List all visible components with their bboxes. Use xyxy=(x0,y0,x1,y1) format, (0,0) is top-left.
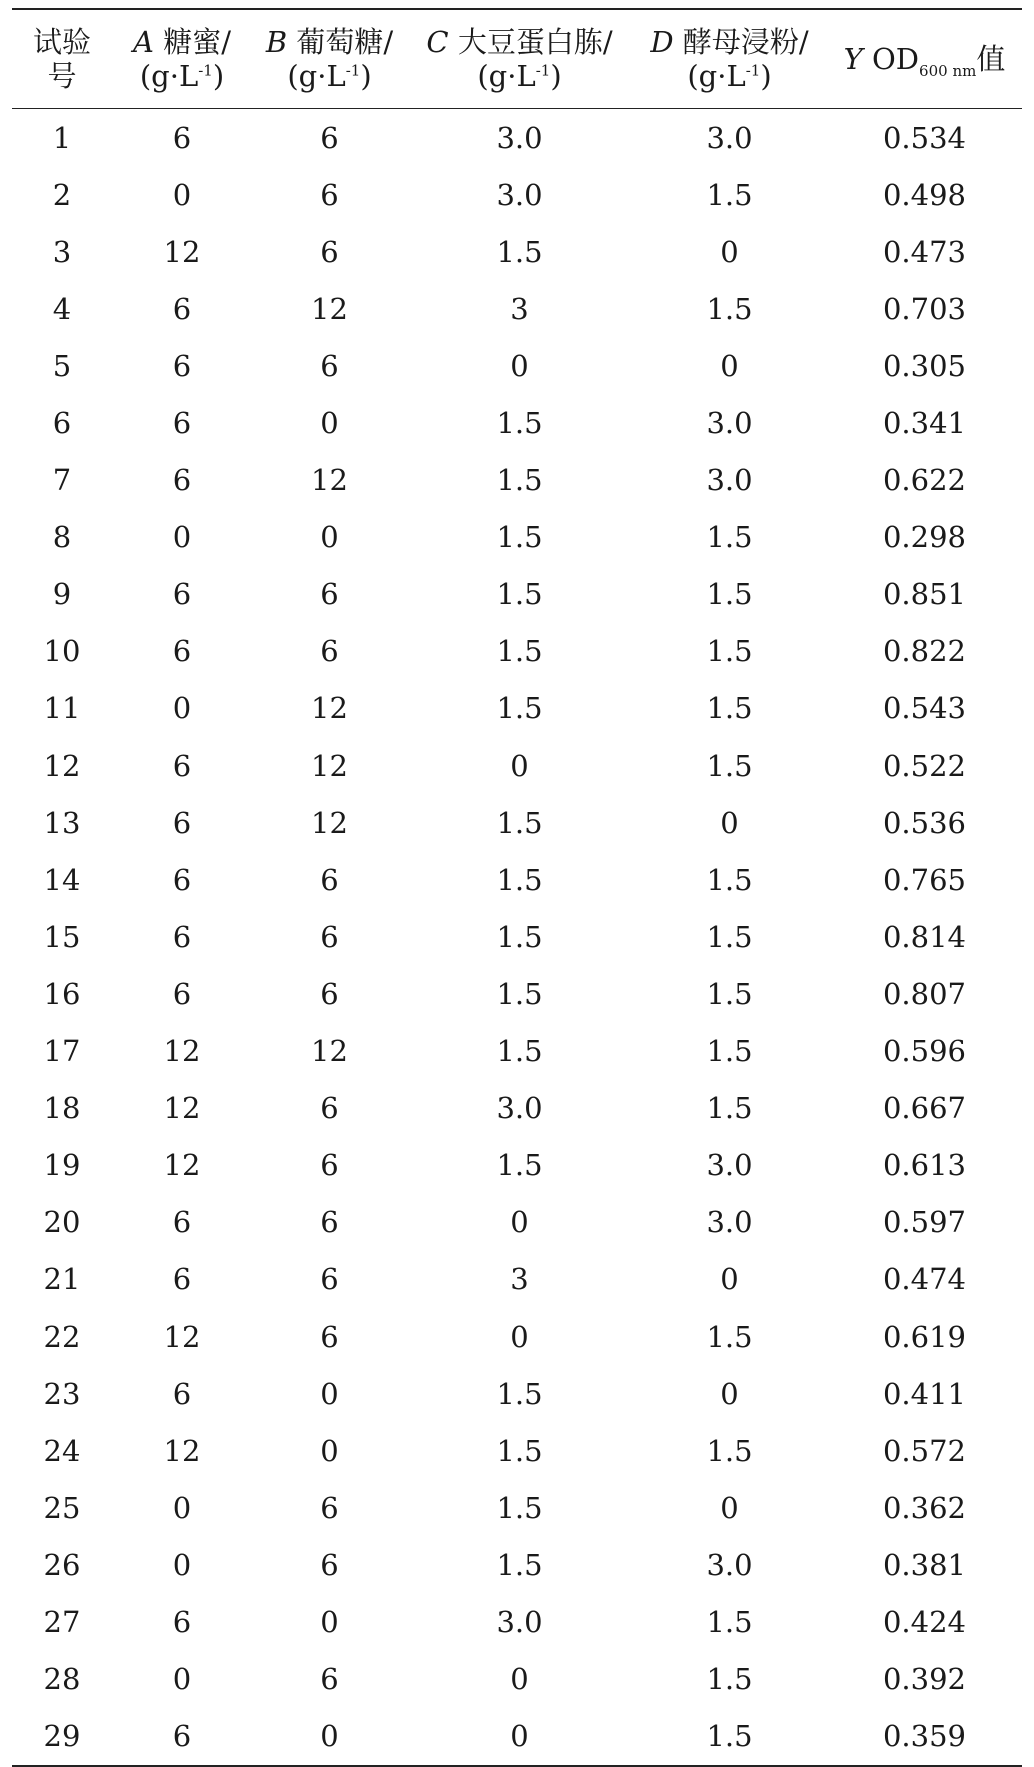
header-molasses-name: 糖蜜/ xyxy=(163,25,231,59)
cell-molasses: 6 xyxy=(172,348,192,383)
cell-soy-peptone: 1.5 xyxy=(496,691,543,726)
header-row xyxy=(12,9,1022,109)
cell-glucose: 6 xyxy=(320,919,339,954)
header-glucose xyxy=(252,9,407,109)
cell-molasses: 12 xyxy=(163,1433,201,1468)
table-row xyxy=(12,623,1022,680)
table-row xyxy=(12,965,1022,1022)
cell-molasses: 0 xyxy=(172,691,192,726)
cell-trial-number: 12 xyxy=(43,748,81,783)
cell-glucose: 12 xyxy=(311,291,348,326)
cell-molasses: 12 xyxy=(163,1091,201,1126)
cell-molasses: 6 xyxy=(172,919,192,954)
table-row xyxy=(12,851,1022,908)
cell-trial-number: 23 xyxy=(43,1376,81,1411)
cell-molasses: 0 xyxy=(172,1490,192,1525)
cell-glucose: 12 xyxy=(311,463,348,498)
cell-trial-number: 7 xyxy=(52,463,72,498)
table-row xyxy=(12,1708,1022,1766)
cell-od-value: 0.814 xyxy=(882,919,967,954)
cell-trial-number: 6 xyxy=(52,406,72,441)
cell-od-value: 0.851 xyxy=(882,577,967,612)
cell-glucose: 6 xyxy=(320,976,339,1011)
cell-molasses: 12 xyxy=(163,1148,201,1183)
cell-molasses: 12 xyxy=(163,1034,201,1069)
cell-trial-number: 9 xyxy=(52,577,72,612)
cell-molasses: 0 xyxy=(172,1547,192,1582)
header-od-wavelength: 600 nm xyxy=(919,61,977,80)
cell-molasses: 12 xyxy=(163,1319,201,1354)
table-row xyxy=(12,1308,1022,1365)
table-row xyxy=(12,280,1022,337)
cell-soy-peptone: 1.5 xyxy=(496,1148,543,1183)
cell-soy-peptone: 0 xyxy=(510,1719,529,1754)
cell-soy-peptone: 3.0 xyxy=(496,177,543,212)
cell-trial-number: 13 xyxy=(43,805,81,840)
cell-molasses: 6 xyxy=(172,406,192,441)
cell-od-value: 0.392 xyxy=(882,1662,967,1697)
cell-od-value: 0.411 xyxy=(882,1376,967,1411)
cell-od-value: 0.807 xyxy=(882,976,967,1011)
cell-molasses: 6 xyxy=(172,463,192,498)
cell-od-value: 0.622 xyxy=(882,463,967,498)
cell-trial-number: 25 xyxy=(43,1490,81,1525)
cell-glucose: 6 xyxy=(320,120,339,155)
cell-glucose: 6 xyxy=(320,1205,339,1240)
cell-soy-peptone: 3 xyxy=(510,1262,529,1297)
header-trial-line2: 号 xyxy=(47,59,77,93)
cell-glucose: 12 xyxy=(311,691,348,726)
cell-trial-number: 2 xyxy=(52,177,72,212)
cell-yeast-extract: 1.5 xyxy=(706,1034,753,1069)
table-row xyxy=(12,337,1022,394)
cell-soy-peptone: 0 xyxy=(510,1319,529,1354)
table-row xyxy=(12,737,1022,794)
cell-glucose: 12 xyxy=(311,748,348,783)
cell-yeast-extract: 0 xyxy=(720,234,739,269)
header-od-tail: 值 xyxy=(976,42,1006,76)
cell-od-value: 0.362 xyxy=(882,1490,967,1525)
cell-soy-peptone: 1.5 xyxy=(496,805,543,840)
cell-trial-number: 22 xyxy=(43,1319,81,1354)
cell-soy-peptone: 3 xyxy=(510,291,529,326)
data-table-container xyxy=(12,8,1022,1767)
cell-molasses: 6 xyxy=(172,1719,192,1754)
cell-od-value: 0.341 xyxy=(882,406,967,441)
header-var-a: A xyxy=(133,25,154,59)
cell-yeast-extract: 1.5 xyxy=(706,919,753,954)
header-yeast-extract-unit: $(g\cdot L^{-1})$ xyxy=(687,59,772,93)
cell-od-value: 0.298 xyxy=(882,520,967,555)
cell-trial-number: 21 xyxy=(43,1262,81,1297)
cell-glucose: 6 xyxy=(320,177,339,212)
cell-glucose: 6 xyxy=(320,1662,339,1697)
table-row xyxy=(12,109,1022,167)
cell-trial-number: 24 xyxy=(43,1433,81,1468)
cell-yeast-extract: 0 xyxy=(720,1262,739,1297)
table-row xyxy=(12,1365,1022,1422)
table-row xyxy=(12,794,1022,851)
cell-trial-number: 19 xyxy=(43,1148,81,1183)
cell-yeast-extract: 1.5 xyxy=(706,1604,753,1639)
cell-glucose: 0 xyxy=(320,1433,339,1468)
cell-molasses: 6 xyxy=(172,291,192,326)
cell-molasses: 6 xyxy=(172,805,192,840)
table-row xyxy=(12,1422,1022,1479)
cell-trial-number: 27 xyxy=(43,1604,81,1639)
cell-yeast-extract: 1.5 xyxy=(706,748,753,783)
cell-od-value: 0.381 xyxy=(882,1547,967,1582)
cell-yeast-extract: 1.5 xyxy=(706,520,753,555)
cell-soy-peptone: 1.5 xyxy=(496,862,543,897)
header-var-d: D xyxy=(650,25,674,59)
table-row xyxy=(12,1651,1022,1708)
cell-trial-number: 20 xyxy=(43,1205,81,1240)
table-row xyxy=(12,566,1022,623)
cell-soy-peptone: 0 xyxy=(510,748,529,783)
header-molasses-unit: $(g\cdot L^{-1})$ xyxy=(139,59,225,93)
cell-od-value: 0.424 xyxy=(882,1604,967,1639)
cell-glucose: 6 xyxy=(320,1262,339,1297)
header-od-value xyxy=(827,9,1022,109)
cell-soy-peptone: 1.5 xyxy=(496,1376,543,1411)
cell-trial-number: 14 xyxy=(43,862,81,897)
cell-od-value: 0.765 xyxy=(882,862,967,897)
cell-yeast-extract: 1.5 xyxy=(706,1433,753,1468)
cell-trial-number: 8 xyxy=(52,520,72,555)
header-var-y: Y xyxy=(843,42,863,76)
cell-glucose: 0 xyxy=(320,520,339,555)
cell-od-value: 0.536 xyxy=(882,805,967,840)
table-row xyxy=(12,1194,1022,1251)
table-row xyxy=(12,166,1022,223)
cell-od-value: 0.667 xyxy=(882,1091,967,1126)
cell-yeast-extract: 1.5 xyxy=(706,577,753,612)
cell-soy-peptone: 1.5 xyxy=(496,463,543,498)
table-row xyxy=(12,1137,1022,1194)
cell-od-value: 0.597 xyxy=(882,1205,967,1240)
cell-glucose: 6 xyxy=(320,1547,339,1582)
cell-yeast-extract: 1.5 xyxy=(706,1319,753,1354)
cell-od-value: 0.473 xyxy=(882,234,967,269)
cell-molasses: 6 xyxy=(172,976,192,1011)
cell-yeast-extract: 0 xyxy=(720,1490,739,1525)
cell-od-value: 0.474 xyxy=(882,1262,967,1297)
cell-trial-number: 18 xyxy=(43,1091,81,1126)
table-row xyxy=(12,394,1022,451)
cell-soy-peptone: 3.0 xyxy=(496,120,543,155)
cell-yeast-extract: 1.5 xyxy=(706,691,753,726)
cell-yeast-extract: 1.5 xyxy=(706,976,753,1011)
cell-od-value: 0.703 xyxy=(882,291,967,326)
header-var-b: B xyxy=(265,25,288,59)
cell-trial-number: 11 xyxy=(43,691,81,726)
table-row xyxy=(12,1593,1022,1650)
cell-yeast-extract: 1.5 xyxy=(706,1719,753,1754)
table-row xyxy=(12,1479,1022,1536)
cell-molasses: 6 xyxy=(172,1604,192,1639)
cell-od-value: 0.543 xyxy=(882,691,967,726)
cell-trial-number: 16 xyxy=(43,976,81,1011)
table-row xyxy=(12,680,1022,737)
cell-soy-peptone: 0 xyxy=(510,1205,529,1240)
cell-molasses: 12 xyxy=(163,234,201,269)
cell-od-value: 0.822 xyxy=(882,634,967,669)
header-molasses xyxy=(112,9,252,109)
cell-soy-peptone: 1.5 xyxy=(496,1490,543,1525)
header-soy-peptone xyxy=(407,9,632,109)
cell-molasses: 6 xyxy=(172,1205,192,1240)
cell-molasses: 6 xyxy=(172,1262,192,1297)
cell-trial-number: 26 xyxy=(43,1547,81,1582)
cell-glucose: 6 xyxy=(320,1091,339,1126)
cell-yeast-extract: 0 xyxy=(720,1376,739,1411)
table-row xyxy=(12,1023,1022,1080)
cell-trial-number: 28 xyxy=(43,1662,81,1697)
table-row xyxy=(12,452,1022,509)
header-trial-number xyxy=(12,9,112,109)
cell-molasses: 0 xyxy=(172,177,192,212)
cell-soy-peptone: 1.5 xyxy=(496,577,543,612)
cell-soy-peptone: 1.5 xyxy=(496,634,543,669)
table-body xyxy=(12,109,1022,1766)
cell-yeast-extract: 0 xyxy=(720,348,739,383)
cell-molasses: 6 xyxy=(172,634,192,669)
cell-od-value: 0.596 xyxy=(882,1034,967,1069)
cell-soy-peptone: 1.5 xyxy=(496,919,543,954)
cell-trial-number: 29 xyxy=(43,1719,81,1754)
cell-od-value: 0.619 xyxy=(882,1319,967,1354)
header-yeast-extract-name: 酵母浸粉/ xyxy=(682,25,809,59)
cell-soy-peptone: 0 xyxy=(510,348,529,383)
header-glucose-unit: $(g\cdot L^{-1})$ xyxy=(287,59,372,93)
cell-yeast-extract: 3.0 xyxy=(706,406,753,441)
cell-yeast-extract: 1.5 xyxy=(706,177,753,212)
cell-molasses: 6 xyxy=(172,577,192,612)
cell-molasses: 6 xyxy=(172,120,192,155)
table-row xyxy=(12,1251,1022,1308)
cell-glucose: 6 xyxy=(320,862,339,897)
cell-trial-number: 3 xyxy=(52,234,72,269)
cell-yeast-extract: 1.5 xyxy=(706,291,753,326)
cell-molasses: 6 xyxy=(172,1376,192,1411)
cell-soy-peptone: 3.0 xyxy=(496,1604,543,1639)
cell-yeast-extract: 1.5 xyxy=(706,1662,753,1697)
cell-soy-peptone: 1.5 xyxy=(496,406,543,441)
cell-yeast-extract: 1.5 xyxy=(706,862,753,897)
cell-glucose: 6 xyxy=(320,577,339,612)
table-row xyxy=(12,509,1022,566)
cell-molasses: 0 xyxy=(172,520,192,555)
cell-yeast-extract: 3.0 xyxy=(706,463,753,498)
cell-glucose: 6 xyxy=(320,234,339,269)
header-yeast-extract xyxy=(632,9,827,109)
cell-trial-number: 1 xyxy=(52,120,72,155)
cell-soy-peptone: 3.0 xyxy=(496,1091,543,1126)
table-row xyxy=(12,908,1022,965)
cell-od-value: 0.613 xyxy=(882,1148,967,1183)
cell-od-value: 0.572 xyxy=(882,1433,967,1468)
cell-trial-number: 10 xyxy=(43,634,81,669)
cell-soy-peptone: 1.5 xyxy=(496,1547,543,1582)
cell-glucose: 0 xyxy=(320,1376,339,1411)
table-row xyxy=(12,1080,1022,1137)
cell-glucose: 0 xyxy=(320,1719,339,1754)
cell-glucose: 0 xyxy=(320,406,339,441)
cell-yeast-extract: 0 xyxy=(720,805,739,840)
header-od-name: OD xyxy=(872,42,920,76)
header-glucose-name: 葡萄糖/ xyxy=(296,25,394,59)
cell-molasses: 6 xyxy=(172,862,192,897)
cell-glucose: 6 xyxy=(320,348,339,383)
cell-yeast-extract: 1.5 xyxy=(706,1091,753,1126)
cell-soy-peptone: 1.5 xyxy=(496,1433,543,1468)
experiment-table xyxy=(12,8,1022,1767)
cell-od-value: 0.305 xyxy=(882,348,967,383)
cell-od-value: 0.359 xyxy=(882,1719,967,1754)
cell-glucose: 6 xyxy=(320,1319,339,1354)
table-row xyxy=(12,223,1022,280)
cell-yeast-extract: 3.0 xyxy=(706,120,753,155)
header-var-c: C xyxy=(426,25,449,59)
cell-glucose: 6 xyxy=(320,1148,339,1183)
cell-od-value: 0.498 xyxy=(882,177,967,212)
cell-soy-peptone: 0 xyxy=(510,1662,529,1697)
cell-soy-peptone: 1.5 xyxy=(496,976,543,1011)
cell-molasses: 6 xyxy=(172,748,192,783)
table-row xyxy=(12,1536,1022,1593)
cell-trial-number: 15 xyxy=(43,919,81,954)
header-soy-peptone-name: 大豆蛋白胨/ xyxy=(457,25,613,59)
cell-yeast-extract: 1.5 xyxy=(706,634,753,669)
cell-glucose: 12 xyxy=(311,1034,348,1069)
header-trial-line1: 试验 xyxy=(32,25,91,59)
cell-glucose: 0 xyxy=(320,1604,339,1639)
cell-trial-number: 5 xyxy=(52,348,72,383)
cell-od-value: 0.534 xyxy=(882,120,967,155)
cell-trial-number: 4 xyxy=(52,291,72,326)
cell-glucose: 6 xyxy=(320,634,339,669)
cell-trial-number: 17 xyxy=(43,1034,81,1069)
cell-molasses: 0 xyxy=(172,1662,192,1697)
cell-od-value: 0.522 xyxy=(882,748,967,783)
cell-soy-peptone: 1.5 xyxy=(496,234,543,269)
cell-yeast-extract: 3.0 xyxy=(706,1148,753,1183)
cell-yeast-extract: 3.0 xyxy=(706,1547,753,1582)
cell-soy-peptone: 1.5 xyxy=(496,1034,543,1069)
cell-soy-peptone: 1.5 xyxy=(496,520,543,555)
header-soy-peptone-unit: $(g\cdot L^{-1})$ xyxy=(477,59,562,93)
cell-glucose: 12 xyxy=(311,805,348,840)
cell-yeast-extract: 3.0 xyxy=(706,1205,753,1240)
cell-glucose: 6 xyxy=(320,1490,339,1525)
